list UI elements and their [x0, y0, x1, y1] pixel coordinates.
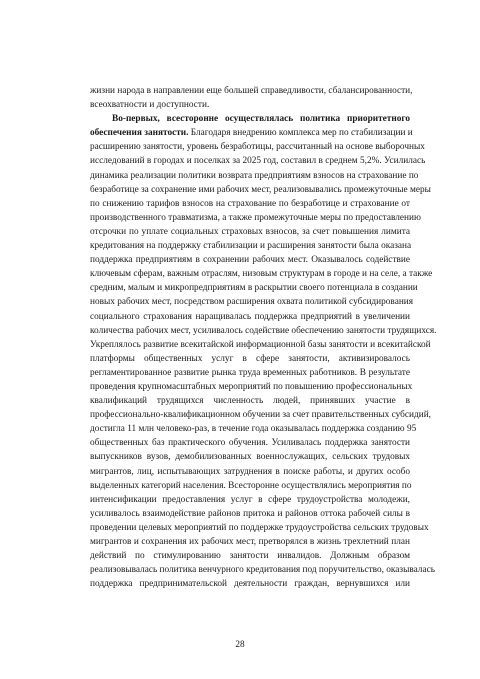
text-line: ключевым сферам, важным отраслям, низовым структурам в городе и на селе, а также [90, 269, 433, 280]
text-line: кредитования на поддержку стабилизации и расширения занятости была оказана [90, 241, 412, 252]
text-line: новых рабочих мест, посредством расширения охвата политикой субсидирования [90, 297, 414, 308]
text-line: расширению занятости, уровень безработицы, рассчитанный на основе выборочных [90, 142, 425, 153]
text-line: количества рабочих мест, усиливалось содействие обеспечению занятости трудящихся. [90, 325, 437, 336]
text-line: производственного травматизма, а также промежуточные меры по предоставлению [90, 212, 421, 223]
text-line: Укреплялось развитие всекитайской информационной базы занятости и всекитайской [90, 339, 431, 350]
text-line: мигрантов, лиц, испытывающих затруднения в поиске работы, и других особо [90, 466, 410, 477]
body-text [90, 84, 437, 591]
text-line: проведении целевых мероприятий по поддержке трудоустройства сельских трудовых [90, 522, 429, 533]
text-line: исследований в городах и поселках за 2025 год, составил в среднем 5,2%. Усилилась [90, 156, 426, 167]
text-line: поддержка предпринимательской деятельности граждан, вернувшихся или [90, 579, 410, 590]
text-line: общественных баз практического обучения. Усиливалась поддержка занятости [90, 438, 410, 449]
text-line: поддержка предприятиям в сохранении рабочих мест. Оказывалось содействие [90, 255, 410, 266]
text-line: выделенных категорий населения. Всесторонне осуществлялись мероприятия по [90, 480, 412, 491]
text-line: жизни народа в направлении еще большей справедливости, сбалансированности, [90, 86, 413, 96]
text-line: безработице за сохранение ими рабочих мест, реализовывались промежуточные меры [90, 184, 431, 195]
page-number: 28 [235, 640, 245, 650]
section-heading-tail: обеспечения занятости. [90, 128, 189, 139]
text-line: динамика реализации политики возврата предприятиям взносов на страхование по [90, 170, 419, 181]
text-line: социального страхования наращивалась поддержка предприятий в увеличении [90, 311, 410, 322]
section-heading: Во-первых, всесторонне осуществлялась политика приоритетного [112, 114, 410, 125]
text-line: платформы общественных услуг в сфере занятости, активизировалось [90, 353, 410, 364]
text-line: достигла 11 млн человеко-раз, в течение года оказывалась поддержка созданию 95 [90, 424, 417, 435]
text-line: всеохватности и доступности. [90, 100, 210, 111]
text-line: профессионально-квалификационном обучении за счет правительственных субсидий, [90, 410, 431, 421]
text-fragment: Благодаря внедрению комплекса мер по стабилизации и [188, 128, 413, 139]
text-line [90, 126, 413, 140]
text-line: усиливалось взаимодействие районов притока и районов оттока рабочей силы в [90, 508, 410, 519]
text-line: проведения крупномасштабных мероприятий по повышению профессиональных [90, 381, 413, 392]
text-line: регламентированное развитие рынка труда временных работников. В результате [90, 367, 410, 378]
text-line: отсрочки по уплате социальных страховых взносов, за счет повышения лимита [90, 226, 410, 237]
text-line: средним, малым и микропредприятиям в раскрытии своего потенциала в создании [90, 283, 418, 294]
text-line: по снижению тарифов взносов на страхование по безработице и страхование от [90, 198, 410, 209]
text-line: выпускников вузов, демобилизованных военнослужащих, сельских трудовых [90, 452, 410, 463]
text-line: мигрантов и сохранения их рабочих мест, претворялся в жизнь трехлетний план [90, 537, 410, 547]
text-line: действий по стимулированию занятости инвалидов. Должным образом [90, 551, 410, 562]
text-line: реализовывалась политика венчурного кредитования под поручительство, оказывалась [90, 565, 435, 576]
text-line: интенсификации предоставления услуг в сфере трудоустройства молодежи, [90, 494, 410, 505]
text-line: квалификаций трудящихся численность людей, принявших участие в [90, 396, 410, 407]
